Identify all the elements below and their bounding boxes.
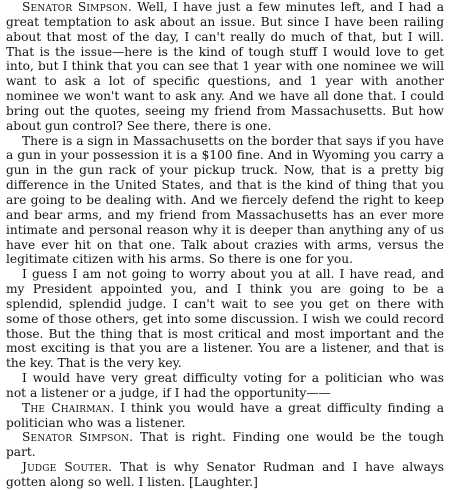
document-page (6, 0, 444, 489)
paragraph-text: I think you would have a great difficulty finding a politician who was a listener. (6, 400, 444, 430)
paragraph-text: There is a sign in Massachusetts on the border that says if you have a gun in your possession it is a $100 fine. And in Wyoming you carry a gun in the gun rack of your pickup truck. Now, that is a pretty big difference in the United States, and that is the kind of thing that you are going to be dealing with. And we fiercely defend the right to keep and bear arms, and my friend from Massachusetts has an ever more intimate and personal reason why it is deeper than anything any of us have ever hit on that one. Talk about crazies with arms, versus the legitimate citizen with his arms. So there is one for you. (6, 133, 444, 267)
paragraph-text: I guess I am not going to worry about you at all. I have read, and my President appointed you, and I think you are going to be a splendid, splendid judge. I can't wait to see you get on there with some of those others, get into some discussion. I wish we could record those. But the thing that is most critical and most important and the most exciting is that you are a listener. You are a listener, and that is the key. That is the very key. (6, 267, 444, 371)
paragraph-6 (6, 430, 444, 460)
paragraph-text: That is right. Finding one would be the tough part. (6, 430, 444, 460)
speaker-name: Senator Simpson. (22, 430, 134, 445)
paragraph-text: Well, I have just a few minutes left, and I had a great temptation to ask about an issue. But since I have been railing about that most of the day, I can't really do much of that, but I will. That is the issue—here is the kind of tough stuff I would love to get into, but I think that you can see that 1 year with one nominee we will want to ask a lot of specific questions, and 1 year with another nominee we won't want to ask any. And we have all done that. I could bring out the quotes, seeing my friend from Massachusetts. But how about gun control? See there, there is one. (6, 0, 444, 133)
paragraph-text: I would have very great difficulty voting for a politician who was not a listener or a judge, if I had the opportunity—— (6, 371, 444, 400)
paragraph-5 (6, 401, 444, 431)
speaker-name: Judge Souter. (22, 460, 113, 475)
paragraph-text: That is why Senator Rudman and I have always gotten along so well. I listen. [Laughter.] (6, 460, 444, 489)
speaker-name: The Chairman. (22, 400, 115, 415)
paragraph-2 (6, 134, 444, 268)
paragraph-4 (6, 371, 444, 401)
speaker-name: Senator Simpson. (22, 0, 132, 14)
paragraph-3 (6, 267, 444, 371)
paragraph-1 (6, 0, 444, 134)
paragraph-7 (6, 460, 444, 490)
